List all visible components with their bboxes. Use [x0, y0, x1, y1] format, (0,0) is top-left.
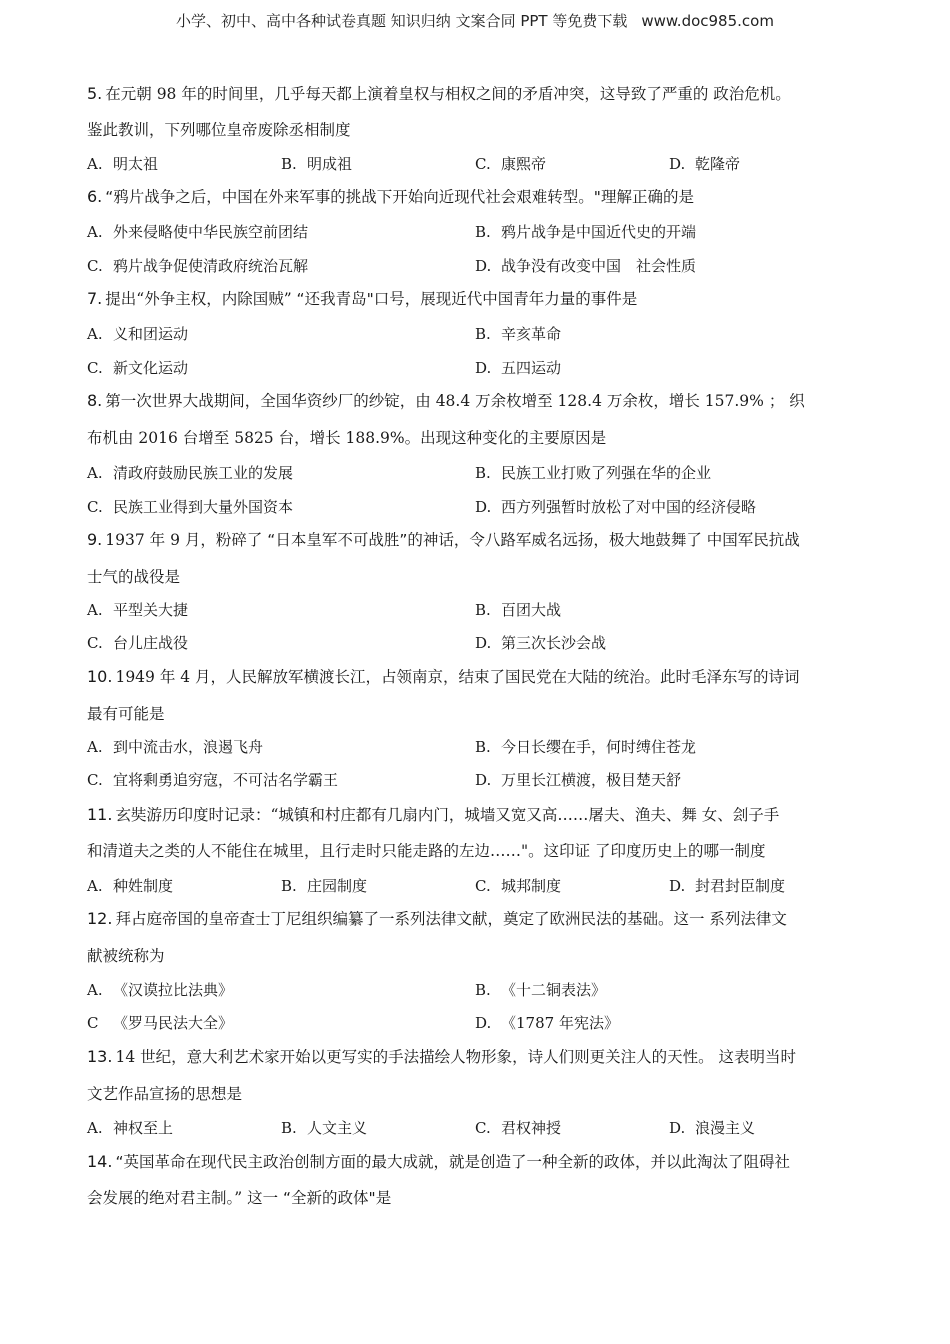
header-text: 小学、初中、高中各种试卷真题 知识归纳 文案合同 PPT 等免费下载	[176, 12, 628, 30]
option-d[interactable]: D. 五四运动	[475, 359, 562, 377]
option-a[interactable]: A. 平型关大捷	[87, 601, 189, 619]
question-10-line2: 最有可能是	[87, 705, 165, 723]
option-a[interactable]: A. 义和团运动	[87, 325, 189, 343]
option-a[interactable]: A. 外来侵略使中华民族空前团结	[87, 223, 309, 241]
question-13-line2: 文艺作品宣扬的思想是	[87, 1085, 243, 1103]
option-c[interactable]: C. 鸦片战争促使清政府统治瓦解	[87, 257, 309, 275]
option-b[interactable]: B. 今日长缨在手，何时缚住苍龙	[475, 738, 697, 756]
question-7: 7. 提出“外争主权，内除国贼” “还我青岛"口号，展现近代中国青年力量的事件是	[87, 289, 638, 308]
option-b[interactable]: B. 人文主义	[281, 1119, 368, 1137]
option-b[interactable]: B. 鸦片战争是中国近代史的开端	[475, 223, 697, 241]
option-c[interactable]: C. 君权神授	[475, 1119, 562, 1137]
question-5	[87, 84, 791, 104]
question-14: 14. “英国革命在现代民主政治创制方面的最大成就，就是创造了一种全新的政体，并以此淘汰了阻碍社	[87, 1152, 791, 1171]
option-b[interactable]: B. 民族工业打败了列强在华的企业	[475, 464, 712, 482]
header-site-link[interactable]: www.doc985.com	[641, 12, 774, 30]
question-14-line2: 会发展的绝对君主制。” 这一 “全新的政体"是	[87, 1189, 392, 1207]
question-11: 11. 玄奘游历印度时记录：“城镇和村庄都有几扇内门，城墙又宽又高……屠夫、渔夫、舞 女、刽子手	[87, 805, 780, 824]
option-a[interactable]: A. 种姓制度	[87, 877, 174, 895]
question-6: 6. “鸦片战争之后，中国在外来军事的挑战下开始向近现代社会艰难转型。"理解正确的是	[87, 187, 694, 206]
option-c[interactable]: C. 城邦制度	[475, 877, 562, 895]
question-9: 9. 1937 年 9 月，粉碎了 “日本皇军不可战胜”的神话，令八路军威名远扬，极大地鼓舞了 中国军民抗战	[87, 530, 800, 549]
option-b[interactable]: B. 《十二铜表法》	[475, 981, 607, 999]
question-12: 12. 拜占庭帝国的皇帝查士丁尼组织编纂了一系列法律文献，奠定了欧洲民法的基础。这一 系列法律文	[87, 909, 787, 928]
question-8-line2: 布机由 2016 台增至 5825 台，增长 188.9%。出现这种变化的主要原因是	[87, 429, 607, 447]
question-text: 在元朝 98 年的时间里，几乎每天都上演着皇权与相权之间的矛盾冲突，这导致了严重的 政治危机。	[105, 85, 791, 103]
option-a[interactable]: A. 明太祖	[87, 155, 159, 173]
question-9-line2: 士气的战役是	[87, 568, 181, 586]
option-d[interactable]: D. 西方列强暂时放松了对中国的经济侵略	[475, 498, 757, 516]
option-c[interactable]: C. 民族工业得到大量外国资本	[87, 498, 294, 516]
option-a[interactable]: A. 神权至上	[87, 1119, 174, 1137]
question-number: 5.	[87, 84, 103, 103]
question-5-line2: 鉴此教训，下列哪位皇帝废除丞相制度	[87, 121, 351, 139]
question-8: 8. 第一次世界大战期间，全国华资纱厂的纱锭，由 48.4 万余枚增至 128.4 万余枚，增长 157.9% ； 织	[87, 391, 805, 410]
option-b[interactable]: B. 明成祖	[281, 155, 353, 173]
option-d[interactable]: D. 万里长江横渡，极目楚天舒	[475, 771, 682, 789]
question-12-line2: 献被统称为	[87, 947, 165, 965]
page-header	[0, 10, 950, 31]
option-c[interactable]: C. 新文化运动	[87, 359, 189, 377]
option-c[interactable]: C. 康熙帝	[475, 155, 547, 173]
option-b[interactable]: B. 辛亥革命	[475, 325, 562, 343]
option-b[interactable]: B. 百团大战	[475, 601, 562, 619]
option-d[interactable]: D. 《1787 年宪法》	[475, 1014, 619, 1032]
option-c[interactable]: C 《罗马民法大全》	[87, 1014, 234, 1032]
option-d[interactable]: D. 浪漫主义	[669, 1119, 756, 1137]
option-a[interactable]: A. 《汉谟拉比法典》	[87, 981, 234, 999]
option-b[interactable]: B. 庄园制度	[281, 877, 368, 895]
question-11-line2: 和清道夫之类的人不能住在城里，且行走时只能走路的左边……"。这印证 了印度历史上的哪一制度	[87, 842, 766, 860]
option-a[interactable]: A. 到中流击水，浪遏飞舟	[87, 738, 264, 756]
option-a[interactable]: A. 清政府鼓励民族工业的发展	[87, 464, 294, 482]
option-d[interactable]: D. 战争没有改变中国 社会性质	[475, 257, 697, 275]
option-d[interactable]: D. 乾隆帝	[669, 155, 741, 173]
option-c[interactable]: C. 宜将剩勇追穷寇，不可沽名学霸王	[87, 771, 339, 789]
question-13: 13. 14 世纪，意大利艺术家开始以更写实的手法描绘人物形象，诗人们则更关注人的天性。 这表明当时	[87, 1047, 797, 1066]
option-c[interactable]: C. 台儿庄战役	[87, 634, 189, 652]
question-10: 10. 1949 年 4 月，人民解放军横渡长江，占领南京，结束了国民党在大陆的统治。此时毛泽东写的诗词	[87, 667, 800, 686]
option-d[interactable]: D. 第三次长沙会战	[475, 634, 607, 652]
option-d[interactable]: D. 封君封臣制度	[669, 877, 786, 895]
